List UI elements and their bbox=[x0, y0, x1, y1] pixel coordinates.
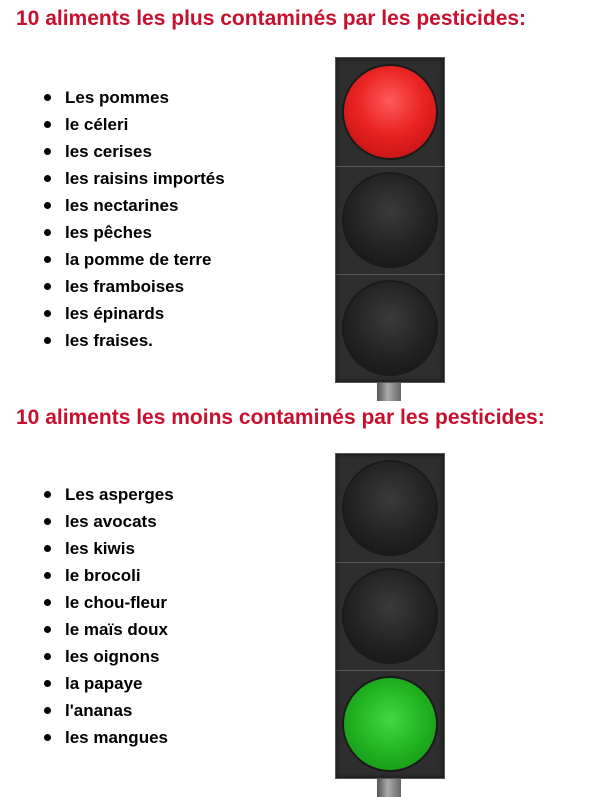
list-item: l'ananas bbox=[40, 699, 174, 726]
list-item: le brocoli bbox=[40, 564, 174, 591]
traffic-light-housing bbox=[335, 57, 445, 383]
least-contaminated-list bbox=[40, 483, 174, 753]
list-item: Les pommes bbox=[40, 86, 225, 113]
list-item: les fraises. bbox=[40, 329, 225, 356]
list-item: les raisins importés bbox=[40, 167, 225, 194]
list-item: les pêches bbox=[40, 221, 225, 248]
list-item: les épinards bbox=[40, 302, 225, 329]
traffic-light-red bbox=[335, 57, 445, 383]
divider bbox=[336, 562, 444, 563]
list-item: la papaye bbox=[40, 672, 174, 699]
list-item: les mangues bbox=[40, 726, 174, 753]
list-item: les kiwis bbox=[40, 537, 174, 564]
list-item: les oignons bbox=[40, 645, 174, 672]
lamp-middle bbox=[344, 570, 436, 662]
divider bbox=[336, 670, 444, 671]
list-item: le maïs doux bbox=[40, 618, 174, 645]
list-item: les cerises bbox=[40, 140, 225, 167]
list-item: les nectarines bbox=[40, 194, 225, 221]
least-contaminated-heading: 10 aliments les moins contaminés par les pesticides: bbox=[16, 406, 545, 429]
list-item: le céleri bbox=[40, 113, 225, 140]
traffic-light-pole bbox=[377, 779, 401, 797]
lamp-top bbox=[344, 66, 436, 158]
divider bbox=[336, 166, 444, 167]
list-item: les avocats bbox=[40, 510, 174, 537]
most-contaminated-list bbox=[40, 86, 225, 356]
list-item: la pomme de terre bbox=[40, 248, 225, 275]
most-contaminated-heading: 10 aliments les plus contaminés par les pesticides: bbox=[16, 7, 527, 30]
lamp-top bbox=[344, 462, 436, 554]
list-item: le chou-fleur bbox=[40, 591, 174, 618]
traffic-light-pole bbox=[377, 383, 401, 401]
lamp-middle bbox=[344, 174, 436, 266]
list-item: les framboises bbox=[40, 275, 225, 302]
lamp-bottom bbox=[344, 282, 436, 374]
divider bbox=[336, 274, 444, 275]
traffic-light-green bbox=[335, 453, 445, 779]
list-item: Les asperges bbox=[40, 483, 174, 510]
traffic-light-housing bbox=[335, 453, 445, 779]
lamp-bottom bbox=[344, 678, 436, 770]
